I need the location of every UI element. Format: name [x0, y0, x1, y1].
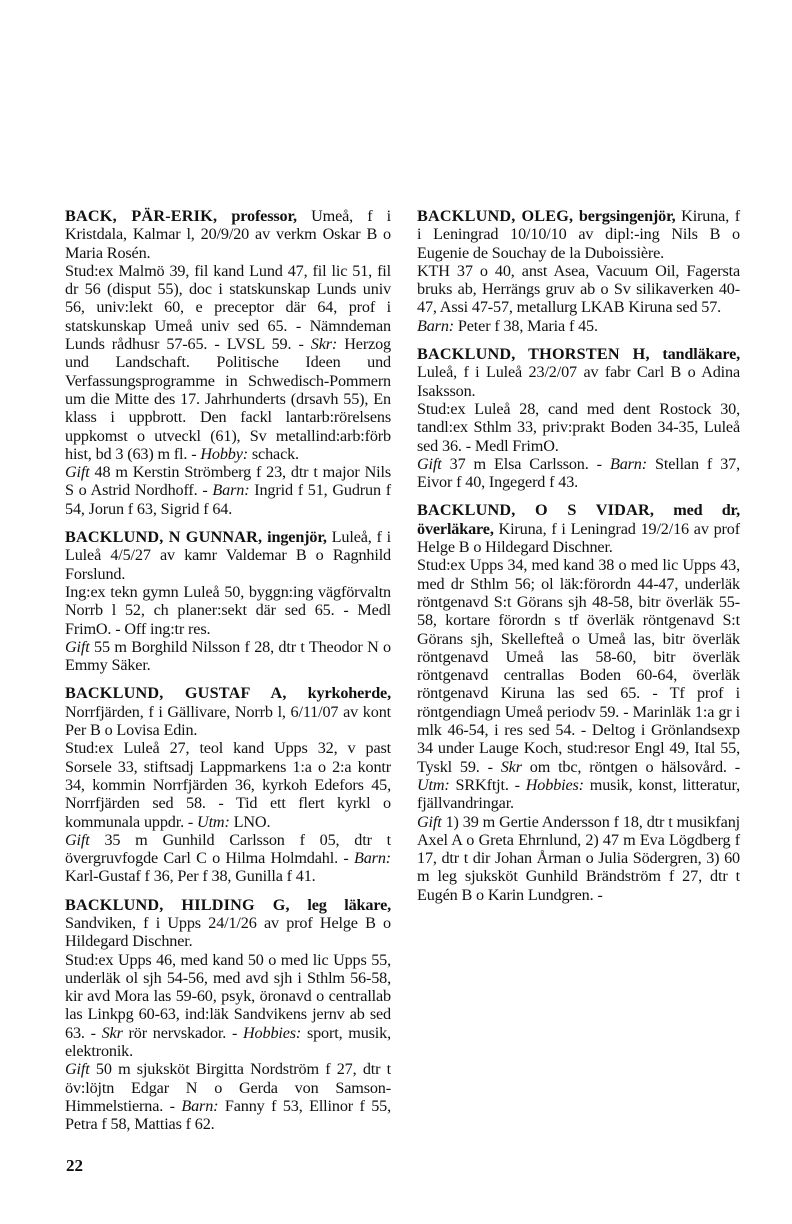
page-number: 22 — [66, 1156, 83, 1175]
entry-name: BACKLUND, N GUNNAR, — [65, 528, 263, 547]
entry-writings: Herzog und Landschaft. Politische Ideen und Verfassungsprogramme in Schwedisch-Pommern um die Mitte des 17. Jahrhunderts (drsavh 55), En klass i uppbrott. Den fackl lantarb:rörelsens uppkomst o utveckl (61), Sv metallind:arb:förb hist, bd 3 (63) m fl. - — [65, 335, 391, 463]
entry-writings: om tbc, röntgen o hälsovård. - — [529, 757, 740, 776]
barn-label: Barn: — [417, 316, 455, 335]
entry-marriage: 35 m Gunhild Carlsson f 05, dtr t övergruvfogde Carl C o Hilma Holmdahl. - — [65, 830, 391, 868]
entry-hobby: sport, musik, elektronik. — [65, 1023, 391, 1061]
gift-label: Gift — [65, 1060, 90, 1079]
entry-marriage: 37 m Elsa Carlsson. - — [449, 454, 602, 473]
entry-lead: Kiruna, f i Leningrad 19/2/16 av prof Helge B o Hildegard Dischner. — [417, 519, 740, 557]
entry-awards: LNO. — [233, 812, 271, 831]
entry-backlund-oleg — [417, 207, 740, 335]
entry-lead: Norrfjärden, f i Gällivare, Norrb l, 6/11/07 av kont Per B o Lovisa Edin. — [65, 702, 391, 740]
entry-marriage: 1) 39 m Gertie Andersson f 18, dtr t musikfanj Axel A o Greta Ehrnlund, 2) 47 m Eva Lögdberg f 17, dtr t dir Johan Årman o Julia Södergren, 3) 60 m leg sjuksköt Gunhild Brändström f 27, dtr t Eugén B o Karin Lundgren. - — [417, 812, 740, 904]
entry-writings: rör nervskador. - — [128, 1023, 238, 1042]
entry-career: Stud:ex Luleå 27, teol kand Upps 32, v past Sorsele 33, stiftsadj Lappmarkens 1:a o 2:a kontr 34, kommin Norrfjärden 36, kyrkoh Edefors 45, Norrfjärden sed 58. - Tid ett flert kyrkl o kommunala uppdr. - — [65, 739, 391, 831]
entry-backlund-hilding-g — [65, 896, 391, 1134]
hobby-label: Hobbies: — [243, 1023, 302, 1042]
entry-lead: Kiruna, f i Leningrad 10/10/10 av dipl:-ing Nils B o Eugenie de Souchay de la Duboissière. — [417, 207, 740, 262]
entry-career: Ing:ex tekn gymn Luleå 50, byggn:ing vägförvaltn Norrb l 52, ch planer:sekt där sed 65. - Medl FrimO. - Off ing:tr res. — [65, 582, 391, 638]
entry-children: Fanny f 53, Ellinor f 55, Petra f 58, Mattias f 62. — [65, 1096, 391, 1134]
entry-back-par-erik — [65, 207, 391, 518]
entry-backlund-o-s-vidar — [417, 501, 740, 904]
gift-label: Gift — [65, 830, 90, 849]
entry-backlund-gustaf-a — [65, 684, 391, 885]
entry-hobby: musik, konst, litteratur, fjällvandringar. — [417, 775, 740, 813]
entry-title: ingenjör, — [267, 528, 327, 547]
entry-lead: Sandviken, f i Upps 24/1/26 av prof Helge B o Hildegard Dischner. — [65, 913, 391, 951]
entry-lead: Umeå, f i Kristdala, Kalmar l, 20/9/20 av verkm Oskar B o Maria Rosén. — [65, 207, 391, 262]
hobby-label: Hobby: — [200, 444, 248, 463]
entry-children: Karl-Gustaf f 36, Per f 38, Gunilla f 41. — [65, 867, 316, 886]
entry-awards: SRKftjt. - — [455, 775, 520, 794]
barn-label: Barn: — [609, 454, 647, 473]
entry-career: Stud:ex Malmö 39, fil kand Lund 47, fil lic 51, fil dr 56 (disput 55), doc i statskunskap Lunds univ 56, univ:lekt 60, e preceptor där 64, prof i statskunskap Umeå univ sed 65. - Nämndeman Lunds rådhusr 57-65. - LVSL 59. - — [65, 261, 391, 354]
entry-name: BACKLUND, O S VIDAR, — [417, 501, 655, 520]
entry-title: professor, — [231, 207, 297, 225]
entry-lead: Luleå, f i Luleå 4/5/27 av kamr Valdemar B o Ragnhild Forslund. — [65, 528, 391, 583]
entry-title: kyrkoherde, — [307, 684, 391, 703]
right-column — [417, 207, 740, 914]
entry-title: tandläkare, — [662, 345, 740, 364]
entry-backlund-thorsten-h — [417, 345, 740, 491]
utm-label: Utm: — [197, 812, 230, 831]
gift-label: Gift — [65, 637, 90, 656]
barn-label: Barn: — [353, 849, 391, 868]
entry-title: leg läkare, — [307, 895, 392, 914]
skr-label: Skr — [101, 1023, 123, 1042]
entry-name: BACKLUND, GUSTAF A, — [65, 684, 287, 703]
left-column — [65, 207, 391, 1144]
utm-label: Utm: — [417, 775, 450, 794]
gift-label: Gift — [417, 812, 442, 831]
entry-name: BACK, PÄR-ERIK, — [65, 207, 218, 225]
entry-career: Stud:ex Upps 46, med kand 50 o med lic Upps 55, underläk ol sjh 54-56, med avd sjh i Sthlm 56-58, kir avd Mora las 59-60, psyk, öronavd o centrallab las Linkpg 60-63, ind:läk Sandvikens jernv ab sed 63. - — [65, 950, 391, 1042]
entry-backlund-n-gunnar — [65, 528, 391, 674]
entry-children: Peter f 38, Maria f 45. — [457, 316, 598, 335]
entry-name: BACKLUND, OLEG, — [417, 207, 574, 225]
entry-name: BACKLUND, HILDING G, — [65, 895, 290, 914]
entry-career: KTH 37 o 40, anst Asea, Vacuum Oil, Fagersta bruks ab, Herrängs gruv ab o Sv silikaverken 40-47, Assi 47-57, metallurg LKAB Kiruna sed 57. — [417, 261, 740, 317]
entry-children: Stellan f 37, Eivor f 40, Ingegerd f 43. — [417, 454, 740, 492]
entry-title: bergsingenjör, — [578, 207, 676, 225]
entry-career: Stud:ex Luleå 28, cand med dent Rostock 30, tandl:ex Sthlm 33, priv:prakt Boden 34-35, Luleå sed 36. - Medl FrimO. — [417, 399, 740, 455]
entry-lead: Luleå, f i Luleå 23/2/07 av fabr Carl B o Adina Isaksson. — [417, 363, 740, 400]
entry-marriage: 55 m Borghild Nilsson f 28, dtr t Theodor N o Emmy Säker. — [65, 637, 391, 675]
gift-label: Gift — [65, 463, 90, 482]
entry-name: BACKLUND, THORSTEN H, — [417, 345, 650, 364]
entry-marriage: 48 m Kerstin Strömberg f 23, dtr t major Nils S o Astrid Nordhoff. - — [65, 463, 391, 500]
barn-label: Barn: — [212, 481, 250, 500]
entry-title: med dr, överläkare, — [417, 501, 740, 538]
entry-hobby: schack. — [251, 444, 299, 463]
barn-label: Barn: — [181, 1096, 219, 1115]
entry-career: Stud:ex Upps 34, med kand 38 o med lic Upps 43, med dr Sthlm 56; ol läk:förordn 44-47, underläk röntgenavd S:t Görans sjh 48-58, bitr överläk 55-58, kortare förordn s tf överläk röntgenavd S:t Görans sjh, Skellefteå o Umeå las, bitr överläk röntgenavd Umeå las 58-60, bitr överläk röntgenavd centrallas Boden 60-64, överläk röntgenavd Kiruna las sed 65. - Tf prof i röntgendiagn Umeå periodv 59. - Marinläk 1:a gr i mlk 46-54, i res sed 54. - Deltog i Grönlandsexp 34 under Lauge Koch, stud:resor Engl 49, Ital 55, Tyskl 59. - — [417, 556, 740, 776]
entry-marriage: 50 m sjuksköt Birgitta Nordström f 27, dtr t öv:löjtn Edgar N o Gerda von Samson-Himmelstierna. - — [65, 1060, 391, 1115]
skr-label: Skr: — [310, 335, 338, 354]
entry-children: Ingrid f 51, Gudrun f 54, Jorun f 63, Sigrid f 64. — [65, 481, 391, 518]
gift-label: Gift — [417, 454, 442, 473]
hobby-label: Hobbies: — [525, 775, 584, 794]
skr-label: Skr — [500, 757, 522, 776]
